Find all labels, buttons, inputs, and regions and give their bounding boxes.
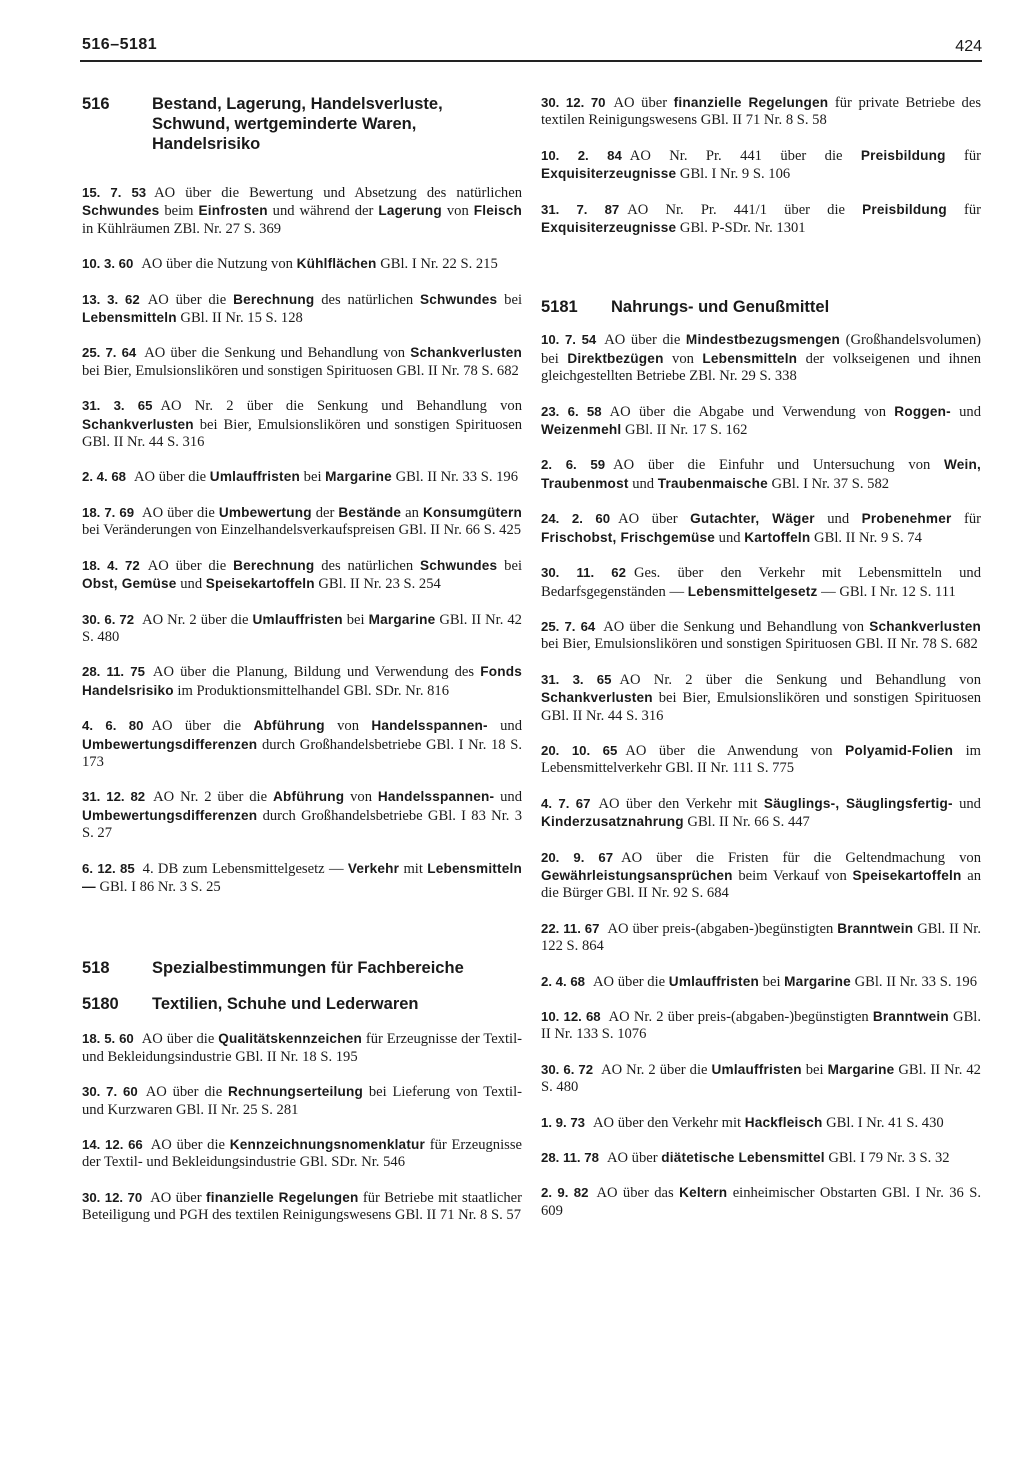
entry-text: im Produktionsmittelhandel GBl. SDr. Nr. 816 (173, 682, 450, 699)
register-entry (541, 742, 981, 778)
entry-list-5180 (82, 1030, 522, 1224)
entry-date: 30. 12. 70 (82, 1189, 143, 1205)
entry-date: 31. 3. 65 (541, 671, 612, 687)
register-entry (541, 1114, 981, 1132)
entry-keyword: Abführung (253, 718, 325, 734)
entry-text: des natürlichen (314, 291, 420, 308)
entry-keyword: Schwundes (419, 557, 498, 573)
entry-keyword: Kennzeichnungsnomenklatur (229, 1137, 426, 1152)
entry-date: 30. 6. 72 (82, 611, 135, 627)
entry-date: 4. 7. 67 (541, 795, 591, 811)
entry-text: GBl. I Nr. 41 S. 430 (822, 1114, 944, 1131)
entry-text: des natürlichen (314, 557, 420, 574)
entry-keyword: Handelsspannen- (377, 789, 495, 805)
register-entry (82, 504, 522, 540)
entry-text: AO Nr. 2 über die (601, 1061, 712, 1078)
register-entry (541, 147, 981, 184)
entry-keyword: Schankverlusten (541, 690, 653, 706)
section-title: Bestand, Lagerung, Handelsverluste, Schwund, wertgeminderte Waren, Handelsrisiko (152, 95, 443, 153)
entry-text: mit (399, 860, 428, 877)
entry-text: GBl. I Nr. 37 S. 582 (767, 475, 890, 492)
entry-keyword: Frischobst, Frischgemüse (541, 529, 716, 545)
entry-date: 31. 12. 82 (82, 789, 146, 805)
entry-text: bei Bier, Emulsionslikören und sonstigen Spirituosen GBl. II Nr. 78 S. 682 (82, 362, 519, 379)
entry-keyword: Margarine (827, 1061, 895, 1077)
entry-text: AO über das (596, 1185, 680, 1202)
entry-text: beim Verkauf von (732, 867, 853, 884)
register-entry (82, 663, 522, 700)
entry-text: — GBl. I Nr. 12 S. 111 (817, 583, 956, 600)
entry-text: GBl. II Nr. 33 S. 196 (850, 973, 978, 990)
register-entry (82, 255, 522, 273)
entry-text: GBl. I 79 Nr. 3 S. 32 (824, 1150, 950, 1167)
entry-keyword: Bestände (338, 504, 402, 520)
entry-text: AO Nr. 2 über preis-(abgaben-)begünstigten (608, 1009, 873, 1025)
entry-date: 15. 7. 53 (82, 185, 147, 200)
entry-keyword: Fleisch (473, 203, 522, 219)
register-entry (541, 201, 981, 238)
entry-text: bei (801, 1061, 828, 1078)
entry-text: GBl. I 86 Nr. 3 S. 25 (95, 878, 221, 895)
entry-text: von (344, 789, 378, 806)
entry-keyword: Exquisiterzeugnisse (541, 166, 677, 182)
entry-text: GBl. II Nr. 23 S. 254 (314, 576, 441, 593)
section-number: 516 (82, 95, 110, 113)
entry-keyword: Direktbezügen (567, 350, 664, 366)
entry-text: Ges. über den Verkehr mit Lebensmitteln und Bedarfsgegenständen — (541, 565, 981, 600)
page-number: 424 (955, 38, 982, 55)
entry-text: AO über die Fristen für die Geltendmachung von (621, 849, 982, 866)
entry-text: in Kühlräumen ZBl. Nr. 27 S. 369 (82, 220, 282, 237)
entry-keyword: Umlauffristen (668, 973, 760, 989)
entry-text: AO Nr. 2 über die Senkung und Behandlung von (619, 671, 982, 688)
entry-date: 20. 10. 65 (541, 742, 618, 758)
entry-date: 23. 6. 58 (541, 403, 602, 419)
entry-keyword: Rechnungserteilung (228, 1084, 364, 1100)
register-entry (82, 611, 522, 647)
entry-text: und (176, 576, 206, 593)
entry-date: 31. 7. 87 (541, 201, 620, 217)
entry-text: der (311, 504, 339, 521)
entry-text: bei Bier, Emulsionslikören und sonstigen Spirituosen GBl. II Nr. 78 S. 682 (541, 636, 978, 653)
entry-keyword: Berechnung (233, 291, 315, 307)
register-entry (82, 1189, 522, 1225)
entry-text: der volkseigenen und ihnen gleichgestellten Betriebe ZBl. Nr. 29 S. 338 (541, 350, 982, 385)
header-rule (80, 60, 982, 62)
entry-keyword: Gutachter, Wäger (690, 511, 815, 527)
entry-keyword: Konsumgütern (422, 504, 523, 520)
entry-date: 18. 4. 72 (82, 557, 140, 573)
entry-text: einheimischer Obstarten GBl. I Nr. 36 S. 609 (541, 1185, 981, 1219)
entry-text: durch Großhandelsbetriebe GBl. I Nr. 18 S. 173 (82, 736, 522, 770)
entry-keyword: Probenehmer (861, 511, 952, 527)
entry-text: GBl. II Nr. 66 S. 447 (683, 814, 810, 831)
entry-text: und (487, 718, 522, 735)
entry-text: AO über die Bewertung und Absetzung des natürlichen (154, 185, 522, 201)
entry-keyword: Lebensmitteln (82, 310, 177, 326)
entry-text: bei (759, 973, 785, 990)
entry-keyword: Gewährleistungsansprüchen (541, 867, 733, 883)
entry-text: GBl. II Nr. 15 S. 128 (176, 310, 303, 327)
entry-text: für (946, 201, 981, 218)
section-number: 518 (82, 959, 110, 978)
entry-text: und (950, 403, 982, 420)
entry-date: 22. 11. 67 (541, 920, 600, 936)
entry-text: GBl. I Nr. 9 S. 106 (676, 166, 791, 183)
entry-keyword: Kartoffeln (744, 529, 811, 545)
entry-keyword: Lagerung (378, 203, 442, 219)
entry-date: 25. 7. 64 (541, 618, 596, 634)
register-entry (82, 397, 522, 451)
entry-date: 30. 7. 60 (82, 1084, 138, 1100)
entry-keyword: Umlauffristen (209, 469, 301, 485)
entry-text: von (441, 203, 474, 220)
entry-text: GBl. II Nr. 33 S. 196 (391, 469, 519, 486)
entry-date: 2. 4. 68 (82, 469, 126, 485)
section-number: 5181 (541, 298, 578, 317)
entry-keyword: Weizenmehl (541, 422, 622, 438)
section-number: 5180 (82, 995, 119, 1014)
entry-date: 10. 7. 54 (541, 332, 597, 348)
entry-date: 30. 6. 72 (541, 1061, 594, 1077)
entry-text: für Erzeugnisse der Textil- und Bekleidungsindustrie GBl. SDr. Nr. 546 (82, 1137, 522, 1171)
entry-text: AO über die (141, 1031, 219, 1048)
entry-keyword: diätetische Lebensmittel (661, 1150, 825, 1166)
register-entry (82, 1083, 522, 1119)
entry-text: GBl. P-SDr. Nr. 1301 (676, 220, 806, 237)
entry-text: für Betriebe mit staatlicher Beteiligung und PGH des textilen Reinigungswesens GBl. II 71 Nr. 8 S. 57 (82, 1189, 522, 1224)
entry-date: 14. 12. 66 (82, 1137, 143, 1152)
entry-text: AO über die (145, 1084, 228, 1101)
section-title: Spezialbestimmungen für Fachbereiche (152, 959, 464, 978)
entry-text: für (945, 147, 982, 164)
entry-text: an die Bürger GBl. II Nr. 92 S. 684 (541, 867, 981, 902)
entry-date: 10. 2. 84 (541, 147, 622, 163)
entry-date: 2. 4. 68 (541, 973, 585, 989)
entry-date: 30. 12. 70 (541, 95, 606, 110)
entry-text: GBl. II Nr. 42 S. 480 (82, 611, 522, 645)
register-entry (82, 1030, 522, 1066)
entry-text: bei (300, 469, 326, 486)
entry-date: 31. 3. 65 (82, 398, 153, 414)
entry-text: bei (497, 557, 522, 574)
running-header-range: 516–5181 (82, 36, 158, 53)
entry-keyword: Umbewertung (218, 504, 312, 520)
entry-text: und (628, 475, 658, 492)
entry-date: 18. 7. 69 (82, 504, 135, 520)
entry-keyword: Umbewertungsdifferenzen (82, 736, 258, 752)
register-entry (82, 860, 522, 897)
entry-text: 4. DB zum Lebensmittelgesetz — (142, 860, 348, 877)
register-entry (541, 671, 981, 725)
entry-text: AO Nr. 2 über die Senkung und Behandlung von (160, 398, 523, 415)
entry-text: beim (159, 203, 199, 220)
register-entry (541, 456, 981, 493)
entry-text: AO Nr. Pr. 441/1 über die (627, 201, 863, 218)
entry-keyword: Traubenmaische (657, 475, 768, 491)
register-entry (541, 510, 981, 547)
entry-keyword: Obst, Gemüse (82, 576, 177, 592)
register-entry (82, 291, 522, 328)
entry-text: GBl. II Nr. 133 S. 1076 (541, 1009, 982, 1043)
entry-keyword: Umbewertungsdifferenzen (82, 807, 258, 823)
section-title: Nahrungs- und Genußmittel (611, 298, 830, 317)
entry-keyword: Kühlflächen (296, 256, 377, 272)
entry-text: und während der (267, 203, 379, 220)
entry-keyword: Branntwein (872, 1009, 949, 1024)
entry-text: AO über die (147, 291, 234, 308)
register-entry (82, 344, 522, 380)
entry-text: durch Großhandelsbetriebe GBl. I 83 Nr. 3 S. 27 (82, 807, 522, 842)
entry-text: und (814, 511, 862, 528)
entry-keyword: Umlauffristen (252, 611, 343, 627)
entry-keyword: Hackfleisch (744, 1114, 823, 1130)
entry-keyword: Schankverlusten (869, 618, 982, 634)
entry-keyword: Säuglings-, Säuglingsfertig- (763, 795, 953, 811)
entry-keyword: Lebensmitteln — (82, 860, 522, 894)
entry-keyword: Exquisiterzeugnisse (541, 220, 677, 236)
entry-text: AO Nr. 2 über die (142, 611, 253, 628)
entry-date: 20. 9. 67 (541, 849, 614, 865)
entry-keyword: Verkehr (347, 860, 400, 876)
entry-date: 24. 2. 60 (541, 511, 611, 527)
section-heading-518 (82, 958, 522, 978)
entry-date: 28. 11. 78 (541, 1150, 599, 1166)
entry-text: AO über die Anwendung von (625, 742, 846, 759)
entry-text: GBl. II Nr. 17 S. 162 (621, 422, 748, 439)
entry-text: und (952, 795, 981, 812)
register-entry (82, 557, 522, 594)
entry-keyword: Mindestbezugsmengen (685, 332, 841, 348)
entry-keyword: Polyamid-Folien (845, 742, 954, 758)
entry-text: AO über die Einfuhr und Untersuchung von (613, 457, 944, 474)
register-entry (82, 788, 522, 842)
entry-keyword: Schankverlusten (410, 345, 523, 361)
entry-text: AO über die Abgabe und Verwendung von (609, 403, 895, 420)
entry-text: von (324, 718, 372, 735)
entry-text: an (401, 504, 423, 521)
entry-date: 10. 12. 68 (541, 1009, 601, 1024)
entry-text: AO über (150, 1189, 207, 1206)
entry-keyword: Preisbildung (862, 201, 947, 217)
entry-date: 25. 7. 64 (82, 345, 137, 361)
section-heading-5181 (541, 297, 981, 317)
entry-keyword: finanzielle Regelungen (673, 95, 829, 110)
entry-text: AO über den Verkehr mit (598, 795, 764, 812)
register-entry (82, 184, 522, 238)
entry-text: AO über die Nutzung von (141, 256, 297, 273)
entry-text: AO über die (151, 718, 254, 735)
entry-text: AO über die Senkung und Behandlung von (603, 618, 870, 635)
entry-keyword: Abführung (272, 789, 345, 805)
entry-text: AO über die (134, 469, 210, 486)
entry-keyword: Umlauffristen (711, 1061, 802, 1077)
entry-text: im Lebensmittelverkehr GBl. II Nr. 111 S. 775 (541, 742, 981, 777)
entry-text: bei Lieferung von Textil- und Kurzwaren GBl. II Nr. 25 S. 281 (82, 1084, 523, 1118)
entry-text: AO über (606, 1150, 662, 1167)
entry-text: und (494, 789, 522, 806)
register-entry (541, 920, 981, 956)
entry-date: 2. 6. 59 (541, 457, 606, 473)
entry-text: AO über die (147, 557, 234, 574)
register-entry (541, 618, 981, 654)
entry-keyword: Wein, Traubenmost (541, 457, 981, 491)
register-entry (82, 1136, 522, 1172)
entry-text: AO über die (593, 973, 669, 990)
entry-text: GBl. II Nr. 9 S. 74 (810, 529, 922, 546)
entry-keyword: Schankverlusten (82, 416, 194, 432)
entry-date: 18. 5. 60 (82, 1031, 134, 1047)
left-column (82, 94, 522, 1225)
entry-text: bei Bier, Emulsionslikören und sonstigen Spirituosen GBl. II Nr. 44 S. 316 (82, 416, 522, 451)
entry-keyword: Schwundes (419, 291, 498, 307)
entry-keyword: Lebensmitteln (702, 350, 798, 366)
entry-date: 4. 6. 80 (82, 718, 144, 734)
entry-keyword: Margarine (368, 611, 436, 627)
register-entry (541, 1008, 981, 1044)
register-entry (541, 1061, 981, 1097)
entry-text: bei Bier, Emulsionslikören und sonstigen Spirituosen GBl. II Nr. 44 S. 316 (541, 690, 981, 724)
entry-text: AO Nr. Pr. 441 über die (629, 147, 861, 164)
register-entry (541, 849, 981, 903)
entry-keyword: Roggen- (894, 403, 951, 419)
entry-keyword: Schwundes (82, 203, 160, 219)
entry-keyword: Margarine (325, 469, 392, 485)
entry-list-516 (82, 184, 522, 896)
entry-keyword: Preisbildung (860, 147, 946, 163)
register-entry (541, 795, 981, 832)
entry-text: GBl. II Nr. 42 S. 480 (541, 1061, 981, 1096)
entry-text: AO über die Senkung und Behandlung von (144, 345, 411, 362)
entry-keyword: Branntwein (837, 920, 914, 936)
register-entry (541, 973, 981, 991)
section-heading-5180 (82, 994, 522, 1014)
right-column (541, 94, 981, 1220)
entry-date: 6. 12. 85 (82, 860, 135, 876)
entry-keyword: Kinderzusatznahrung (541, 814, 684, 830)
entry-text: AO über die (142, 504, 219, 521)
entry-list-5180-cont (541, 94, 981, 237)
entry-text: GBl. I Nr. 22 S. 215 (376, 256, 498, 273)
entry-text: für (951, 511, 982, 528)
section-title: Textilien, Schuhe und Lederwaren (152, 995, 419, 1014)
entry-text: AO über (613, 95, 674, 111)
entry-keyword: Lebensmittelgesetz (687, 583, 818, 599)
register-entry (82, 468, 522, 486)
register-entry (541, 1149, 981, 1167)
entry-text: bei Veränderungen von Einzelhandelsverkaufspreisen GBl. II Nr. 66 S. 425 (82, 522, 522, 539)
entry-keyword: Einfrosten (198, 203, 268, 219)
entry-text: AO über die Planung, Bildung und Verwendung des (152, 664, 481, 681)
register-entry (541, 1184, 981, 1220)
entry-keyword: Speisekartoffeln (852, 867, 962, 883)
register-entry (541, 564, 981, 601)
entry-text: für private Betriebe des textilen Reinigungswesens GBl. II 71 Nr. 8 S. 58 (541, 95, 981, 129)
entry-date: 28. 11. 75 (82, 664, 145, 680)
entry-text: bei (342, 611, 369, 628)
entry-text: GBl. II Nr. 122 S. 864 (541, 920, 981, 955)
entry-text: AO über die (150, 1137, 230, 1153)
entry-text: für Erzeugnisse der Textil- und Bekleidungsindustrie GBl. II Nr. 18 S. 195 (82, 1031, 523, 1065)
entry-date: 2. 9. 82 (541, 1185, 589, 1201)
register-entry (541, 94, 981, 130)
entry-keyword: finanzielle Regelungen (206, 1189, 359, 1205)
entry-keyword: Keltern (679, 1185, 728, 1201)
entry-date: 10. 3. 60 (82, 256, 134, 272)
entry-text: AO über (618, 511, 691, 528)
entry-keyword: Speisekartoffeln (205, 576, 315, 592)
entry-keyword: Fonds Handelsrisiko (82, 664, 522, 698)
entry-list-5181 (541, 331, 981, 1220)
entry-text: (Großhandelsvolumen) bei (541, 332, 982, 367)
register-entry (541, 331, 981, 385)
entry-keyword: Margarine (784, 973, 851, 989)
register-entry (82, 717, 522, 771)
entry-keyword: Berechnung (233, 557, 315, 573)
entry-text: AO über die (604, 332, 686, 349)
entry-text: AO über preis-(abgaben-)begünstigten (607, 920, 838, 937)
entry-text: bei (497, 291, 522, 308)
entry-date: 30. 11. 62 (541, 565, 626, 581)
entry-text: AO Nr. 2 über die (153, 789, 273, 806)
entry-text: von (663, 350, 703, 367)
entry-keyword: Qualitätskennzeichen (218, 1031, 362, 1047)
entry-keyword: Handelsspannen- (371, 718, 488, 734)
entry-text: AO über den Verkehr mit (593, 1114, 745, 1131)
entry-date: 13. 3. 62 (82, 291, 140, 307)
section-heading-516 (82, 94, 522, 154)
register-entry (541, 403, 981, 440)
entry-text: und (715, 529, 745, 546)
entry-date: 1. 9. 73 (541, 1114, 585, 1130)
